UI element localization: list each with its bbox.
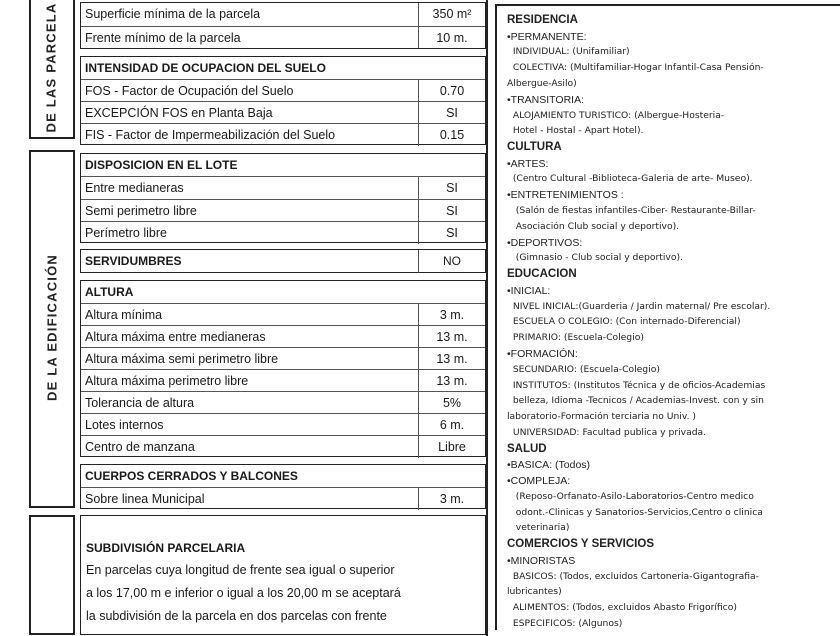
row-value: SI — [418, 177, 485, 199]
altura-table — [80, 280, 486, 457]
use-detail-line: SECUNDARIO: (Escuela-Colegio) — [507, 363, 660, 375]
use-detail-line: INSTITUTOS: (Institutos Técnica y de oficios-Academias — [507, 379, 766, 391]
uses-list — [507, 14, 837, 630]
use-detail-line: ALIMENTOS: (Todos, excluidos Abasto Frigorífico) — [507, 602, 737, 614]
use-detail-line: ESPECIFICOS: (Algunos) — [507, 617, 623, 629]
table-row — [81, 26, 485, 49]
row-value: NO — [418, 250, 485, 273]
parcela-side-label: DE LAS PARCELA — [43, 2, 59, 133]
row-label: Centro de manzana — [85, 440, 195, 454]
table-header-label: CUERPOS CERRADOS Y BALCONES — [85, 469, 298, 483]
row-label: Semi perimetro libre — [85, 203, 197, 218]
use-subcategory: •FORMACIÓN: — [507, 347, 578, 360]
use-detail-line: Hotel - Hostal - Apart Hotel). — [507, 125, 644, 137]
row-value: 0.70 — [418, 80, 485, 102]
use-category-heading: CULTURA — [507, 141, 562, 154]
table-row — [81, 303, 485, 326]
use-detail-line: PRIMARIO: (Escuela-Colegio) — [507, 332, 644, 344]
use-detail-line: veterinaria) — [507, 522, 570, 534]
disposicion-table — [80, 153, 486, 243]
use-detail-line: belleza, Idioma -Tecnicos / Academias-Invest. con y sin — [507, 395, 764, 407]
row-label: Tolerancia de altura — [85, 396, 195, 410]
use-detail-line: ESCUELA O COLEGIO: (Con internado-Diferencial) — [507, 316, 741, 328]
row-label: Superficie mínima de la parcela — [85, 7, 261, 21]
table-row — [81, 221, 485, 244]
row-label: Altura máxima entre medianeras — [85, 330, 266, 344]
use-detail-line: (Gimnasio - Club social y deportivo). — [507, 252, 683, 264]
use-subcategory: •PERMANENTE: — [507, 30, 587, 43]
table-row — [81, 325, 485, 348]
servidumbres-table — [80, 249, 486, 273]
table-row — [81, 487, 485, 510]
use-detail-line: (Reposo-Orfanato-Asilo-Laboratorios-Centro medico — [507, 490, 754, 502]
use-detail-line: INDIVIDUAL: (Unifamiliar) — [507, 46, 630, 58]
table-header-label: ALTURA — [85, 285, 134, 299]
row-label: Perímetro libre — [85, 226, 167, 240]
use-detail-line: BASICOS: (Todos, excluidos Cartoneria-Gigantografia- — [507, 570, 759, 582]
table-row — [81, 435, 485, 458]
use-category-heading: SALUD — [507, 442, 547, 455]
use-detail-line: Albergue-Asilo) — [507, 77, 577, 89]
subdivision-line: a los 17,00 m e inferior o igual a los 20,00 m se aceptará — [86, 586, 401, 600]
use-subcategory: •ENTRETENIMIENTOS : — [507, 189, 624, 202]
table-header-label: INTENSIDAD DE OCUPACION DEL SUELO — [85, 61, 326, 75]
subdivision-line: En parcelas cuya longitud de frente sea igual o superior — [86, 563, 395, 577]
uses-column-border-right — [486, 0, 488, 636]
use-subcategory: •DEPORTIVOS: — [507, 236, 583, 249]
parcel-size-table — [80, 2, 486, 49]
row-value: SI — [418, 222, 485, 244]
row-value: 13 m. — [418, 326, 485, 348]
use-subcategory: •INICIAL: — [507, 284, 551, 297]
table-row — [81, 250, 485, 273]
use-category-heading: EDUCACION — [507, 268, 577, 281]
use-detail-line: odont.-Clinicas y Sanatorios-Servicios,Centro o clinica — [507, 506, 763, 518]
cuerpos-table — [80, 464, 486, 509]
subdivision-title: SUBDIVISIÓN PARCELARIA — [86, 541, 246, 555]
row-label: Lotes internos — [85, 418, 164, 432]
use-subcategory: •TRANSITORIA: — [507, 93, 584, 106]
row-value: SI — [418, 102, 485, 124]
table-row — [81, 101, 485, 124]
row-label: Altura mínima — [85, 308, 163, 322]
use-detail-line: Asociación Club social y deportivo). — [507, 220, 680, 232]
row-label: Altura máxima perimetro libre — [85, 374, 249, 388]
table-row — [81, 79, 485, 102]
table-header-label: DISPOSICION EN EL LOTE — [85, 158, 238, 172]
row-value: 13 m. — [418, 370, 485, 392]
use-detail-line: lubricantes) — [507, 586, 562, 598]
use-subcategory: •ARTES: — [507, 157, 549, 170]
row-value: 3 m. — [418, 488, 485, 510]
use-detail-line: (Salón de fiestas infantiles-Ciber- Restaurante-Billar- — [507, 205, 756, 216]
use-category-heading: RESIDENCIA — [507, 14, 578, 26]
subdivision-line: la subdivisión de la parcela en dos parcelas con frente — [86, 609, 387, 623]
row-value: 6 m. — [418, 414, 485, 436]
use-detail-line: NIVEL INICIAL:(Guarderia / Jardin maternal/ Pre escolar). — [507, 300, 771, 312]
row-value: 10 m. — [418, 27, 485, 49]
table-header — [81, 465, 485, 488]
table-header — [81, 281, 485, 304]
use-detail-line: COLECTIVA: (Multifamiliar-Hogar Infantil-Casa Pensión- — [507, 62, 764, 74]
table-row — [81, 199, 485, 222]
table-row — [81, 176, 485, 199]
table-header — [81, 57, 485, 80]
row-label: EXCEPCIÓN FOS en Planta Baja — [85, 106, 273, 120]
table-row — [81, 369, 485, 392]
use-subcategory: •MINORISTAS — [507, 554, 576, 567]
fos-table — [80, 56, 486, 145]
row-label: Frente mínimo de la parcela — [85, 30, 241, 45]
row-label: SERVIDUMBRES — [85, 254, 182, 268]
table-row — [81, 3, 485, 26]
row-label: FIS - Factor de Impermeabilización del Suelo — [85, 128, 336, 142]
subdivision-label-frame — [29, 515, 75, 635]
row-label: FOS - Factor de Ocupación del Suelo — [85, 84, 294, 98]
row-value: SI — [418, 200, 485, 222]
row-label: Sobre linea Municipal — [85, 492, 205, 506]
use-subcategory: •BASICA: (Todos) — [507, 459, 591, 472]
use-category-heading: COMERCIOS Y SERVICIOS — [507, 538, 654, 551]
table-row — [81, 391, 485, 414]
edificacion-side-label: DE LA EDIFICACIÓN — [44, 253, 60, 402]
row-value: 5% — [418, 392, 485, 414]
uses-top-border — [495, 0, 840, 6]
row-value: 13 m. — [418, 348, 485, 370]
uses-column-border — [495, 6, 497, 630]
table-row — [81, 123, 485, 146]
use-detail-line: UNIVERSIDAD: Facultad publica y privada. — [507, 426, 707, 438]
table-row — [81, 413, 485, 436]
row-value: 350 m² — [418, 3, 485, 26]
table-header — [81, 154, 485, 177]
use-detail-line: laboratorio-Formación terciaria no Univ. ) — [507, 411, 697, 423]
row-value: 3 m. — [418, 304, 485, 326]
row-value: Libre — [418, 436, 485, 458]
row-label: Entre medianeras — [85, 181, 184, 195]
use-detail-line: ALOJAMIENTO TURISTICO: (Albergue-Hosteria- — [507, 109, 725, 121]
row-label: Altura máxima semi perimetro libre — [85, 352, 279, 366]
use-detail-line: (Centro Cultural -Biblioteca-Galeria de arte- Museo). — [507, 173, 753, 185]
row-value: 0.15 — [418, 124, 485, 146]
use-subcategory: •COMPLEJA: — [507, 475, 571, 487]
table-row — [81, 347, 485, 370]
